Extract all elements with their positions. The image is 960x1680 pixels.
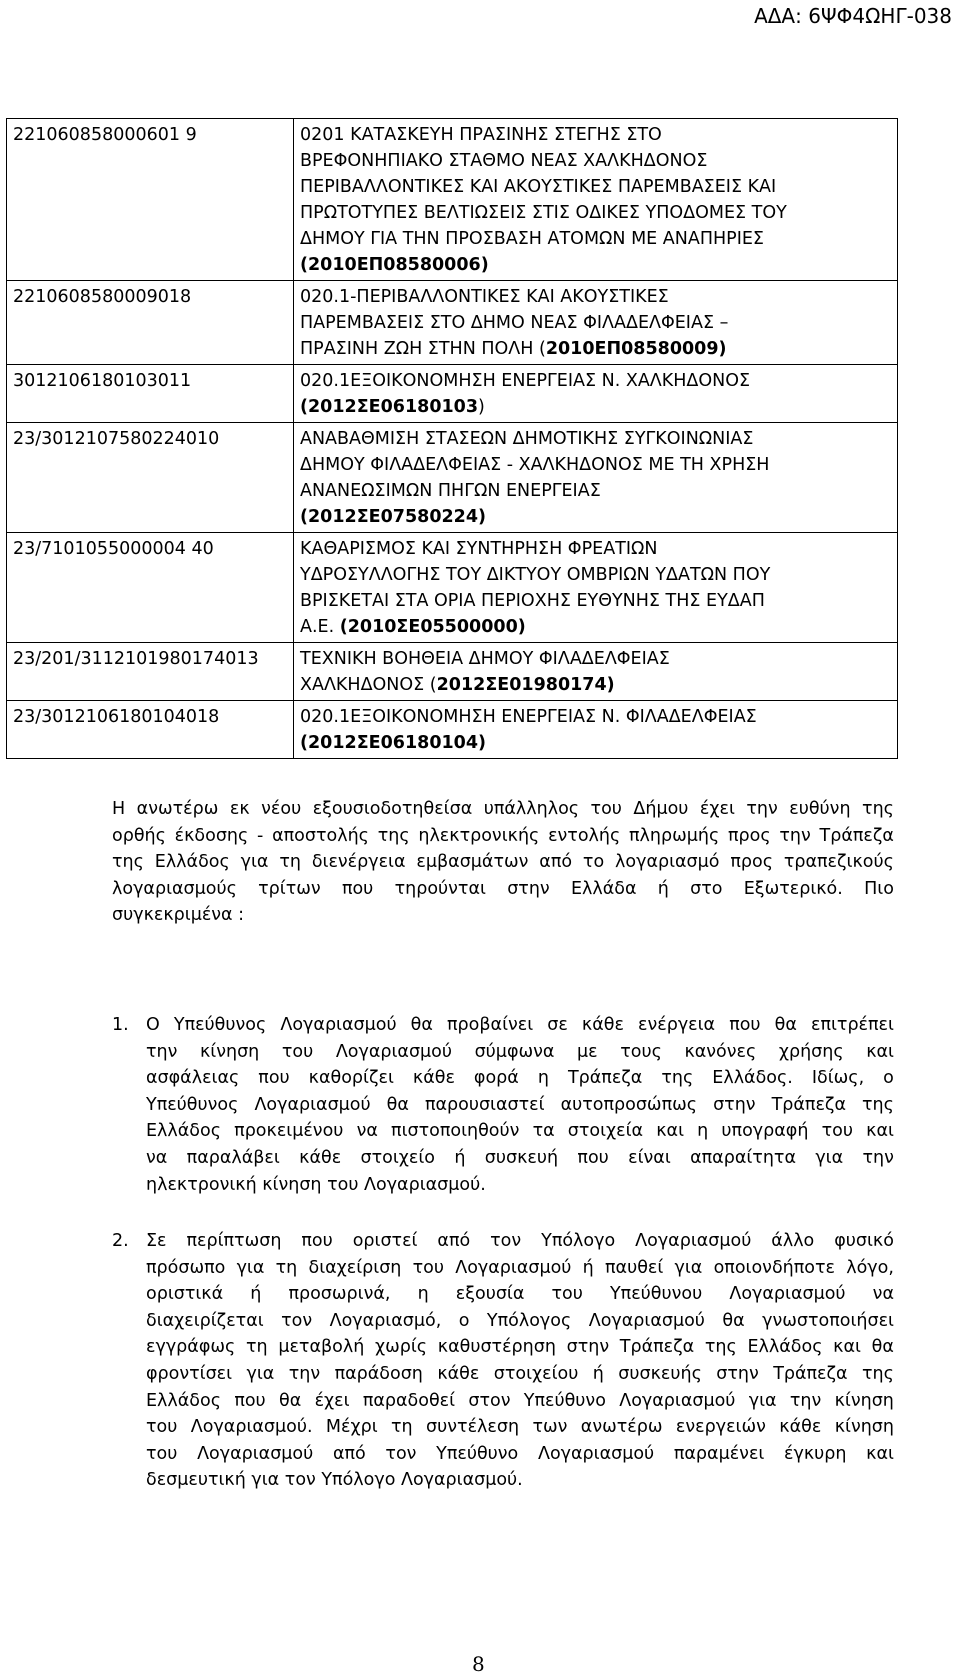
word: για (674, 1257, 703, 1278)
list-item (112, 1012, 894, 1198)
paragraph-line (146, 1228, 894, 1255)
word: το (582, 852, 605, 873)
word: και (866, 1121, 894, 1142)
project-code: (2010ΣΕ05500000) (339, 617, 526, 637)
table-row (7, 423, 898, 533)
budget-code-cell: 2210608580009018 (7, 281, 294, 365)
word: Πιο (864, 878, 894, 899)
word: οριστεί (352, 1231, 418, 1251)
word: της (112, 852, 144, 873)
word: με (577, 1041, 598, 1062)
word: για (236, 1257, 265, 1278)
page-number: 8 (472, 1652, 485, 1676)
budget-code-cell: 221060858000601 9 (7, 119, 294, 281)
word: Λογαριασμού (197, 1443, 314, 1464)
word: εμβασμάτων (416, 852, 529, 873)
description-cell (294, 701, 898, 759)
word: κανόνες (684, 1041, 757, 1062)
word: φυσικό (834, 1231, 894, 1251)
ada-identifier: ΑΔΑ: 6ΨΦ4ΩΗΓ-038 (754, 4, 952, 28)
project-code: 2012ΣΕ01980174) (436, 675, 615, 695)
word: λογαριασμούς (112, 878, 237, 899)
word: ευθύνη (789, 799, 851, 819)
word: τα (532, 1121, 555, 1142)
word: εξουσιοδοτηθείσα (312, 799, 473, 819)
word: χωρίς (375, 1337, 428, 1358)
description-cell (294, 119, 898, 281)
word: Δήμου (633, 799, 689, 819)
word: και (866, 1443, 894, 1464)
word: κάθε (412, 1068, 455, 1089)
word: που (301, 1231, 333, 1251)
table-row (7, 119, 898, 281)
word: ενέργεια (638, 1015, 716, 1035)
word: τον (385, 1443, 417, 1464)
word: η (697, 1121, 709, 1142)
word: για (748, 1390, 777, 1411)
paragraph-line: δεσμευτική για τον Υπόλογο Λογαριασμού. (146, 1470, 523, 1491)
word: διαχειρίζεται (146, 1310, 264, 1331)
table-row (7, 365, 898, 423)
description-line: 0201 ΚΑΤΑΣΚΕΥΗ ΠΡΑΣΙΝΗΣ ΣΤΕΓΗΣ ΣΤΟ (300, 125, 662, 145)
description-line: ΠΕΡΙΒΑΛΛΟΝΤΙΚΕΣ ΚΑΙ ΑΚΟΥΣΤΙΚΕΣ ΠΑΡΕΜΒΑΣΕΙΣ ΚΑΙ (300, 177, 777, 197)
word: φροντίσει (146, 1363, 233, 1384)
word: την (288, 1363, 321, 1384)
paragraph-line (146, 1118, 894, 1145)
word: την (789, 1390, 822, 1411)
description-line: ΥΔΡΟΣΥΛΛΟΓΗΣ ΤΟΥ ΔΙΚΤΥΟΥ ΟΜΒΡΙΩΝ ΥΔΑΤΩΝ ΠΟΥ (300, 565, 771, 585)
description-cell (294, 281, 898, 365)
word: παυθεί (605, 1257, 664, 1278)
word: προβαίνει (447, 1015, 534, 1035)
description-line: 020.1ΕΞΟΙΚΟΝΟΜΗΣΗ ΕΝΕΡΓΕΙΑΣ Ν. ΧΑΛΚΗΔΟΝΟΣ (300, 371, 751, 391)
word: την (146, 1041, 178, 1062)
word: παραμένει (673, 1443, 765, 1464)
word: εξουσία (455, 1284, 525, 1305)
word: Τράπεζα (771, 1094, 846, 1115)
description-line: 020.1-ΠΕΡΙΒΑΛΛΟΝΤΙΚΕΣ ΚΑΙ ΑΚΟΥΣΤΙΚΕΣ (300, 287, 669, 307)
description-project-code-line (300, 672, 891, 698)
word: έκδοσης (174, 825, 249, 846)
word: Σε (146, 1231, 167, 1251)
word: Λογαριασμού (280, 1015, 397, 1035)
word: έγκυρη (784, 1443, 847, 1464)
word: Λογαριασμό, (329, 1310, 442, 1331)
word: που (234, 1390, 266, 1411)
word: υπογραφή (721, 1121, 809, 1142)
word: γνωστοποιήσει (762, 1310, 894, 1331)
word: Ελλάδος. (712, 1068, 793, 1089)
word: στην (566, 1337, 610, 1358)
project-code: (2012ΣΕ07580224) (300, 507, 487, 527)
word: θα (871, 1337, 894, 1358)
word: και (866, 1041, 894, 1062)
word: κάθε (581, 1015, 624, 1035)
list-item-text (146, 1228, 894, 1494)
word: λόγο, (846, 1257, 894, 1278)
paragraph-line: συγκεκριμένα : (112, 905, 245, 926)
word: τη (391, 1417, 413, 1438)
word: τους (620, 1041, 662, 1062)
word: έχει (314, 1390, 350, 1411)
word: τον (281, 1310, 313, 1331)
paragraph-line (146, 1039, 894, 1066)
word: στην (713, 1094, 756, 1115)
paragraph-line (146, 1065, 894, 1092)
word: Υπεύθυνο (523, 1390, 606, 1411)
word: λογαριασμό (615, 852, 720, 873)
description-suffix: ) (478, 397, 485, 417)
word: Ιδίως, (811, 1068, 865, 1089)
paragraph-line (146, 1441, 894, 1468)
paragraph-line (146, 1255, 894, 1282)
word: παρουσιαστεί (424, 1094, 545, 1115)
word: χρήσης (778, 1041, 844, 1062)
description-line: ΠΡΩΤΟΤΥΠΕΣ ΒΕΛΤΙΩΣΕΙΣ ΣΤΙΣ ΟΔΙΚΕΣ ΥΠΟΔΟΜΕΣ ΤΟΥ (300, 203, 787, 223)
description-line: ΤΕΧΝΙΚΗ ΒΟΗΘΕΙΑ ΔΗΜΟΥ ΦΙΛΑΔΕΛΦΕΙΑΣ (300, 649, 670, 669)
description-line: ΒΡΕΦΟΝΗΠΙΑΚΟ ΣΤΑΘΜΟ ΝΕΑΣ ΧΑΛΚΗΔΟΝΟΣ (300, 151, 708, 171)
word: της (862, 799, 894, 819)
word: σύμφωνα (474, 1041, 555, 1062)
word: να (872, 1284, 894, 1305)
word: που (258, 1068, 290, 1089)
paragraph-line: ηλεκτρονική κίνηση του Λογαριασμού. (146, 1174, 486, 1195)
paragraph-line (146, 1414, 894, 1441)
word: Υπεύθυνο (436, 1443, 519, 1464)
word: της (862, 1094, 894, 1115)
word: Λογαριασμού (335, 1041, 453, 1062)
word: του (551, 1284, 583, 1305)
paragraph-line (112, 876, 894, 903)
word: Εξωτερικό. (743, 878, 843, 899)
word: κάθε (779, 1417, 822, 1438)
word: ενεργειών (675, 1417, 766, 1438)
word: παράδοση (334, 1363, 423, 1384)
project-code: 2010ΕΠ08580009) (545, 339, 727, 359)
word: καθορίζει (308, 1068, 394, 1089)
word: μεταβολή (278, 1337, 365, 1358)
paragraph-line (112, 823, 894, 850)
description-cell (294, 365, 898, 423)
description-line: ΔΗΜΟΥ ΦΙΛΑΔΕΛΦΕΙΑΣ - ΧΑΛΚΗΔΟΝΟΣ ΜΕ ΤΗ ΧΡΗΣΗ (300, 455, 770, 475)
word: που (729, 1015, 761, 1035)
word: για (815, 1147, 844, 1168)
word: Τράπεζα (619, 1337, 695, 1358)
description-line: ΑΝΑΝΕΩΣΙΜΩΝ ΠΗΓΩΝ ΕΝΕΡΓΕΙΑΣ (300, 481, 601, 501)
word: του (146, 1443, 178, 1464)
word: προς (728, 825, 771, 846)
word: Η (112, 799, 126, 819)
word: κίνηση (834, 1390, 894, 1411)
word: από (332, 1443, 366, 1464)
word: θα (774, 1015, 797, 1035)
word: Λογαριασμού (455, 1257, 572, 1278)
word: περίπτωση (186, 1231, 282, 1251)
word: Ο (146, 1015, 160, 1035)
description-project-code-line (300, 252, 891, 278)
word: πληρωμής (629, 825, 720, 846)
word: τη (279, 852, 301, 873)
word: Υπόλογος (486, 1310, 572, 1331)
word: φορά (473, 1068, 519, 1089)
word: Υπεύθυνου (609, 1284, 703, 1305)
word: ή (582, 1257, 594, 1278)
word: του (590, 799, 622, 819)
paragraph-line (112, 796, 894, 823)
table-row (7, 281, 898, 365)
word: τηρούνται (394, 878, 486, 899)
word: Λογαριασμού (537, 1443, 655, 1464)
word: κάθε (437, 1363, 480, 1384)
word: ορθής (112, 825, 166, 846)
word: εκ (229, 799, 250, 819)
word: και (833, 1337, 861, 1358)
word: θα (722, 1310, 745, 1331)
word: υπάλληλος (483, 799, 580, 819)
word: Υπεύθυνος (173, 1015, 267, 1035)
word: - (257, 825, 264, 846)
word: Ελλάδος (747, 1337, 823, 1358)
word: ή (657, 878, 669, 899)
description-project-code-line (300, 730, 891, 756)
description-project-code-line (300, 504, 891, 530)
word: παραλάβει (186, 1147, 280, 1168)
word: Τράπεζα (819, 825, 894, 846)
list-item (112, 1228, 894, 1494)
description-cell (294, 423, 898, 533)
budget-code-cell: 23/3012106180104018 (7, 701, 294, 759)
intro-paragraph (112, 796, 894, 929)
paragraph-line (146, 1092, 894, 1119)
word: κίνηση (834, 1417, 894, 1438)
word: να (146, 1147, 168, 1168)
word: Λογαριασμού (729, 1284, 846, 1305)
word: διενέργεια (311, 852, 406, 873)
word: που (341, 878, 374, 899)
word: για (246, 1363, 275, 1384)
word: από (437, 1231, 471, 1251)
word: στην (716, 1363, 759, 1384)
paragraph-line (112, 849, 894, 876)
paragraph-line (146, 1281, 894, 1308)
paragraph-line (146, 1145, 894, 1172)
word: Λογαριασμού (588, 1310, 705, 1331)
description-cell (294, 643, 898, 701)
description-line: ΠΑΡΕΜΒΑΣΕΙΣ ΣΤΟ ΔΗΜΟ ΝΕΑΣ ΦΙΛΑΔΕΛΦΕΙΑΣ – (300, 313, 729, 333)
description-line: ΑΝΑΒΑΘΜΙΣΗ ΣΤΑΣΕΩΝ ΔΗΜΟΤΙΚΗΣ ΣΥΓΚΟΙΝΩΝΙΑΣ (300, 429, 754, 449)
word: της (704, 1337, 737, 1358)
word: τον (490, 1231, 522, 1251)
description-line: 020.1ΕΞΟΙΚΟΝΟΜΗΣΗ ΕΝΕΡΓΕΙΑΣ Ν. ΦΙΛΑΔΕΛΦΕΙΑΣ (300, 707, 757, 727)
word: εντολής (548, 825, 621, 846)
word: πρόσωπο (146, 1257, 226, 1278)
word: η (417, 1284, 429, 1305)
word: ο (458, 1310, 470, 1331)
list-number: 1. (112, 1015, 129, 1035)
word: Μέχρι (325, 1417, 378, 1438)
word: την (779, 825, 811, 846)
word: να (356, 1121, 378, 1142)
word: στον (468, 1390, 511, 1411)
word: θα (386, 1094, 409, 1115)
word: πιστοποιηθούν (391, 1121, 520, 1142)
word: στο (690, 878, 723, 899)
word: Λογαριασμού (619, 1390, 736, 1411)
word: Τράπεζα (773, 1363, 848, 1384)
project-code: (2012ΣΕ06180104) (300, 733, 487, 753)
word: Υπόλογο (541, 1231, 616, 1251)
word: ασφάλειας (146, 1068, 240, 1089)
word: της (377, 825, 410, 846)
word: ή (454, 1147, 466, 1168)
word: την (862, 1147, 894, 1168)
word: προς (730, 852, 773, 873)
word: από (539, 852, 573, 873)
word: αποστολής (272, 825, 369, 846)
word: προκειμένου (234, 1121, 344, 1142)
word: Ελλάδος (146, 1121, 221, 1142)
word: για (240, 852, 269, 873)
description-line: ΔΗΜΟΥ ΓΙΑ ΤΗΝ ΠΡΟΣΒΑΣΗ ΑΤΟΜΩΝ ΜΕ ΑΝΑΠΗΡΙΕΣ (300, 229, 764, 249)
word: συντέλεση (426, 1417, 520, 1438)
word: των (532, 1417, 568, 1438)
budget-code-cell: 3012106180103011 (7, 365, 294, 423)
description-project-code-line (300, 614, 891, 640)
word: στην (507, 878, 550, 899)
word: θα (279, 1390, 302, 1411)
word: κάθε (299, 1147, 342, 1168)
word: Ελλάδος (154, 852, 230, 873)
word: επιτρέπει (811, 1015, 894, 1035)
word: της (862, 1363, 894, 1384)
budget-code-cell: 23/7101055000004 40 (7, 533, 294, 643)
table-row (7, 701, 898, 759)
word: η (537, 1068, 549, 1089)
word: του (146, 1417, 178, 1438)
word: Ελλάδα (570, 878, 637, 899)
word: εγγράφως (146, 1337, 236, 1358)
word: του (412, 1257, 444, 1278)
description-line: ΒΡΙΣΚΕΤΑΙ ΣΤΑ ΟΡΙΑ ΠΕΡΙΟΧΗΣ ΕΥΘΥΝΗΣ ΤΗΣ ΕΥΔΑΠ (300, 591, 765, 611)
description-project-code-line (300, 336, 891, 362)
word: ανωτέρω (580, 1417, 663, 1438)
word: καθυστέρηση (437, 1337, 556, 1358)
word: παραδοθεί (362, 1390, 456, 1411)
word: τη (275, 1257, 298, 1278)
list-number: 2. (112, 1231, 129, 1251)
word: τραπεζικούς (783, 852, 894, 873)
description-prefix: ΠΡΑΣΙΝΗ ΖΩΗ ΣΤΗΝ ΠΟΛΗ ( (300, 339, 546, 359)
word: τρίτων (258, 878, 321, 899)
word: οποιονδήποτε (713, 1257, 835, 1278)
paragraph-line (146, 1388, 894, 1415)
project-code: (2012ΣΕ06180103 (300, 397, 479, 417)
word: και (656, 1121, 685, 1142)
word: Λογαριασμού (635, 1231, 752, 1251)
word: ή (250, 1284, 262, 1305)
word: ανωτέρω (136, 799, 219, 819)
word: που (577, 1147, 609, 1168)
word: αυτοπροσώπως (560, 1094, 698, 1115)
word: Λογαριασμού. (190, 1417, 313, 1438)
description-prefix: Α.Ε. (300, 617, 340, 637)
list-item-text (146, 1012, 894, 1198)
word: συσκευής (618, 1363, 702, 1384)
word: διαχείριση (308, 1257, 402, 1278)
word: ο (883, 1068, 894, 1089)
word: του (821, 1121, 853, 1142)
word: Λογαριασμού (254, 1094, 371, 1115)
word: Υπεύθυνος (146, 1094, 239, 1115)
word: οριστικά (146, 1284, 224, 1305)
word: της (661, 1068, 694, 1089)
word: Τράπεζα (567, 1068, 643, 1089)
word: άλλο (771, 1231, 815, 1251)
word: Ελλάδος (146, 1390, 221, 1411)
word: κίνηση (199, 1041, 260, 1062)
word: τη (245, 1337, 268, 1358)
word: στοιχείου (493, 1363, 579, 1384)
word: έχει (699, 799, 735, 819)
table-row (7, 643, 898, 701)
word: σε (547, 1015, 568, 1035)
word: ή (592, 1363, 604, 1384)
word: απαραίτητα (690, 1147, 796, 1168)
paragraph-line (146, 1012, 894, 1039)
word: του (281, 1041, 314, 1062)
word: θα (410, 1015, 433, 1035)
budget-codes-table (6, 118, 898, 759)
word: προσωρινά, (288, 1284, 391, 1305)
word: στοιχεία (567, 1121, 644, 1142)
project-code: (2010ΕΠ08580006) (300, 255, 489, 275)
word: ηλεκτρονικής (418, 825, 540, 846)
word: στοιχείο (360, 1147, 435, 1168)
description-cell (294, 533, 898, 643)
word: νέου (261, 799, 302, 819)
budget-code-cell: 23/3012107580224010 (7, 423, 294, 533)
word: είναι (628, 1147, 671, 1168)
paragraph-line (146, 1334, 894, 1361)
paragraph-line (146, 1308, 894, 1335)
word: την (746, 799, 778, 819)
description-project-code-line (300, 394, 891, 420)
table-row (7, 533, 898, 643)
description-line: ΚΑΘΑΡΙΣΜΟΣ ΚΑΙ ΣΥΝΤΗΡΗΣΗ ΦΡΕΑΤΙΩΝ (300, 539, 658, 559)
paragraph-line (146, 1361, 894, 1388)
description-prefix: ΧΑΛΚΗΔΟΝΟΣ ( (300, 675, 437, 695)
budget-code-cell: 23/201/3112101980174013 (7, 643, 294, 701)
word: συσκευή (484, 1147, 559, 1168)
